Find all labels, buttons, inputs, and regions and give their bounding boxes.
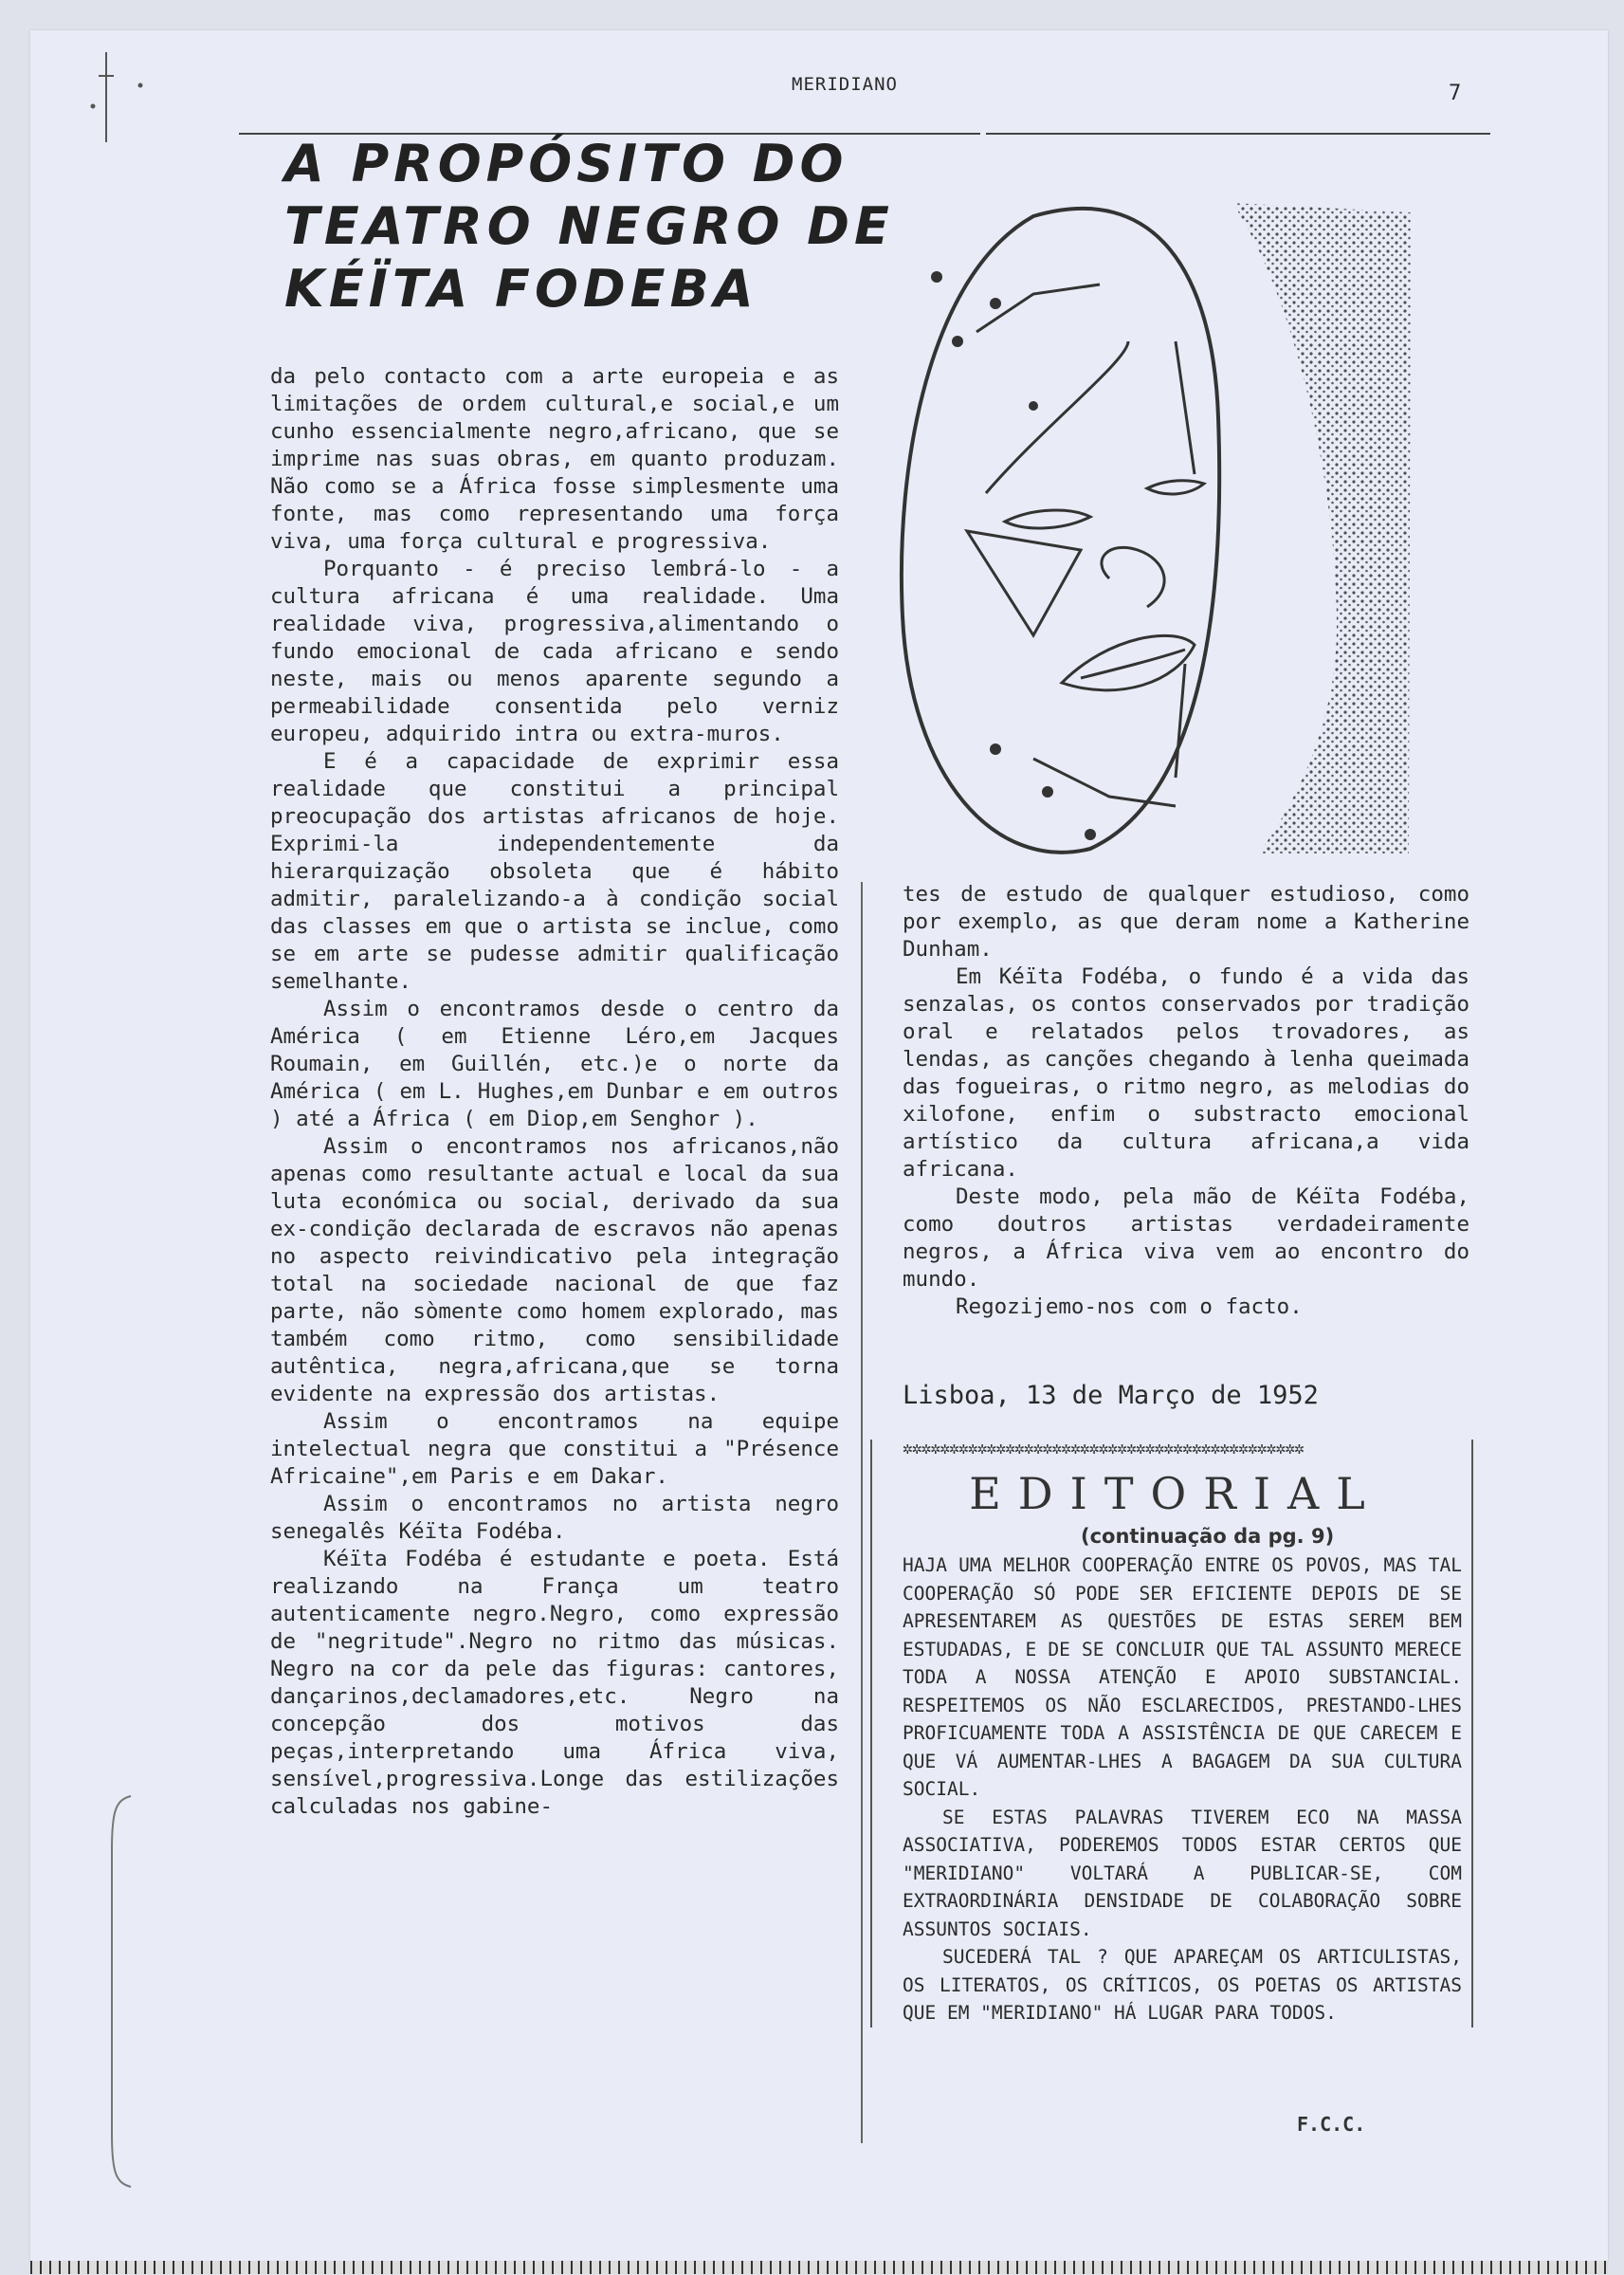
scan-margin-marks [66,47,180,190]
scan-scale-bar [30,2261,1608,2274]
mask-nose-triangle [967,531,1081,635]
editorial-body [903,1551,1462,2027]
mask-eye-right [1147,481,1204,494]
mask-chin [1033,759,1176,806]
article-paragraph: da pelo contacto com a arte europeia e as limitações de ordem cultural,e social,e um cunho essencialmente negro,africano, que se imprime nas suas obras, em quanto produzam. Não como se a África fosse simplesmente uma fonte, mas como representando uma força viva, uma força cultural e progressiva. [270,364,839,554]
article-right-column [903,881,1469,1321]
article-paragraph: Porquanto - é preciso lembrá-lo - a cultura africana é uma realidade. Uma realidade viva, progressiva,alimentando o fundo emocional de cada africano e sendo neste, mais ou menos aparente segundo a permeabilidade consentida pelo verniz europeu, adquirido intra ou extra-muros. [270,557,839,746]
star-border: ✲✲✲✲✲✲✲✲✲✲✲✲✲✲✲✲✲✲✲✲✲✲✲✲✲✲✲✲✲✲✲✲✲✲✲✲✲✲✲✲✲✲✲ [903,1440,1304,1459]
margin-bracket [106,1792,135,2191]
mask-outline [902,209,1219,853]
article-paragraph: Deste modo, pela mão de Kéïta Fodéba, como doutros artistas verdadeiramente negros, a África viva vem ao encontro do mundo. [903,1184,1469,1292]
article-paragraph: Kéïta Fodéba é estudante e poeta. Está realizando na França um teatro autenticamente negro.Negro, como expressão de "negritude".Negro no ritmo das músicas. Negro na cor da pele das figuras: cantores, dançarinos,declamadores,etc. Negro na concepção dos motivos das peças,interpretando uma África viva, sensível,progressiva.Longe das estilizações calculadas nos gabine- [270,1547,839,1819]
page-number: 7 [1449,82,1462,105]
editorial-paragraph: HAJA UMA MELHOR COOPERAÇÃO ENTRE OS POVOS, MAS TAL COOPERAÇÃO SÓ PODE SER EFICIENTE DEPOIS DE SE APRESENTAREM AS QUESTÕES DE ESTAS SEREM BEM ESTUDADAS, E DE SE CONCLUIR QUE TAL ASSUNTO MERECE TODA A NOSSA ATENÇÃO E APOIO SUBSTANCIAL. RESPEITEMOS OS NÃO ESCLARECIDOS, PRESTANDO-LHES PROFICUAMENTE TODA A ASSISTÊNCIA DE QUE CARECEM E QUE VÁ AUMENTAR-LHES A BAGAGEM DA SUA CULTURA SOCIAL. [903,1554,1462,1800]
editorial-signature: F.C.C. [1297,2113,1366,2136]
headline-line: TEATRO NEGRO DE [284,196,894,256]
editorial-box [870,1440,1473,2027]
mask-nose [1102,547,1164,607]
article-paragraph: E é a capacidade de exprimir essa realidade que constitui a principal preocupação dos artistas africanos de hoje. Exprimi-la independentemente da hierarquização obsoleta que é hábito admitir, paralelizando-a à condição social das classes em que o artista se inclue, como se em arte se pudesse admitir qualificação semelhante. [270,749,839,994]
african-mask-illustration [891,190,1422,872]
article-paragraph: tes de estudo de qualquer estudioso, como por exemplo, as que deram nome a Katherine Dunham. [903,882,1469,962]
stipple-shadow [1232,203,1411,853]
article-paragraph: Assim o encontramos nos africanos,não apenas como resultante actual e local da sua luta económica ou social, derivado da sua ex-condição declarada de escravos não apenas no aspecto reivindicativo pela integração total na sociedade nacional de que faz parte, não sòmente como homem explorado, mas também como ritmo, como sensibilidade autêntica, negra,africana,que se torna evidente na expressão dos artistas. [270,1134,839,1406]
headline-line: A PROPÓSITO DO [284,134,848,193]
mask-cheek-line [986,341,1128,493]
running-title: MERIDIANO [792,74,898,95]
article-paragraph: Regozijemo-nos com o facto. [956,1294,1303,1319]
editorial-title: EDITORIAL [969,1468,1382,1519]
mask-eye-left [1005,510,1090,528]
editorial-subtitle: (continuação da pg. 9) [1081,1525,1335,1548]
editorial-paragraph: SUCEDERÁ TAL ? QUE APAREÇAM OS ARTICULISTAS, OS LITERATOS, OS CRÍTICOS, OS POETAS OS ARTISTAS QUE EM "MERIDIANO" HÁ LUGAR PARA TODOS. [903,1946,1462,2024]
article-paragraph: Assim o encontramos desde o centro da América ( em Etienne Léro,em Jacques Roumain, em Guillén, etc.)e o norte da América ( em L. Hughes,em Dunbar e em outros ) até a África ( em Diop,em Senghor ). [270,997,839,1131]
mask-mouth [1062,635,1195,690]
article-paragraph: Em Kéïta Fodéba, o fundo é a vida das senzalas, os contos conservados por tradição oral e relatados pelos trovadores, as lendas, as canções chegando à lenha queimada das fogueiras, o ritmo negro, as melodias do xilofone, enfim o substracto emocional artístico da cultura africana,a vida africana. [903,964,1469,1182]
article-dateline: Lisboa, 13 de Março de 1952 [903,1381,1319,1410]
editorial-paragraph: SE ESTAS PALAVRAS TIVEREM ECO NA MASSA ASSOCIATIVA, PODEREMOS TODOS ESTAR CERTOS QUE "MERIDIANO" VOLTARÁ A PUBLICAR-SE, COM EXTRAORDINÁRIA DENSIDADE DE COLABORAÇÃO SOBRE ASSUNTOS SOCIAIS. [903,1806,1462,1940]
article-headline [284,133,894,321]
header-rule-right [986,133,1490,135]
headline-line: KÉÏTA FODEBA [284,259,758,319]
article-left-column [270,363,839,1821]
column-divider [861,882,863,2143]
article-paragraph: Assim o encontramos na equipe intelectual negra que constitui a "Présence Africaine",em Paris e em Dakar. [270,1409,839,1489]
article-paragraph: Assim o encontramos no artista negro senegalês Kéïta Fodéba. [270,1492,839,1544]
